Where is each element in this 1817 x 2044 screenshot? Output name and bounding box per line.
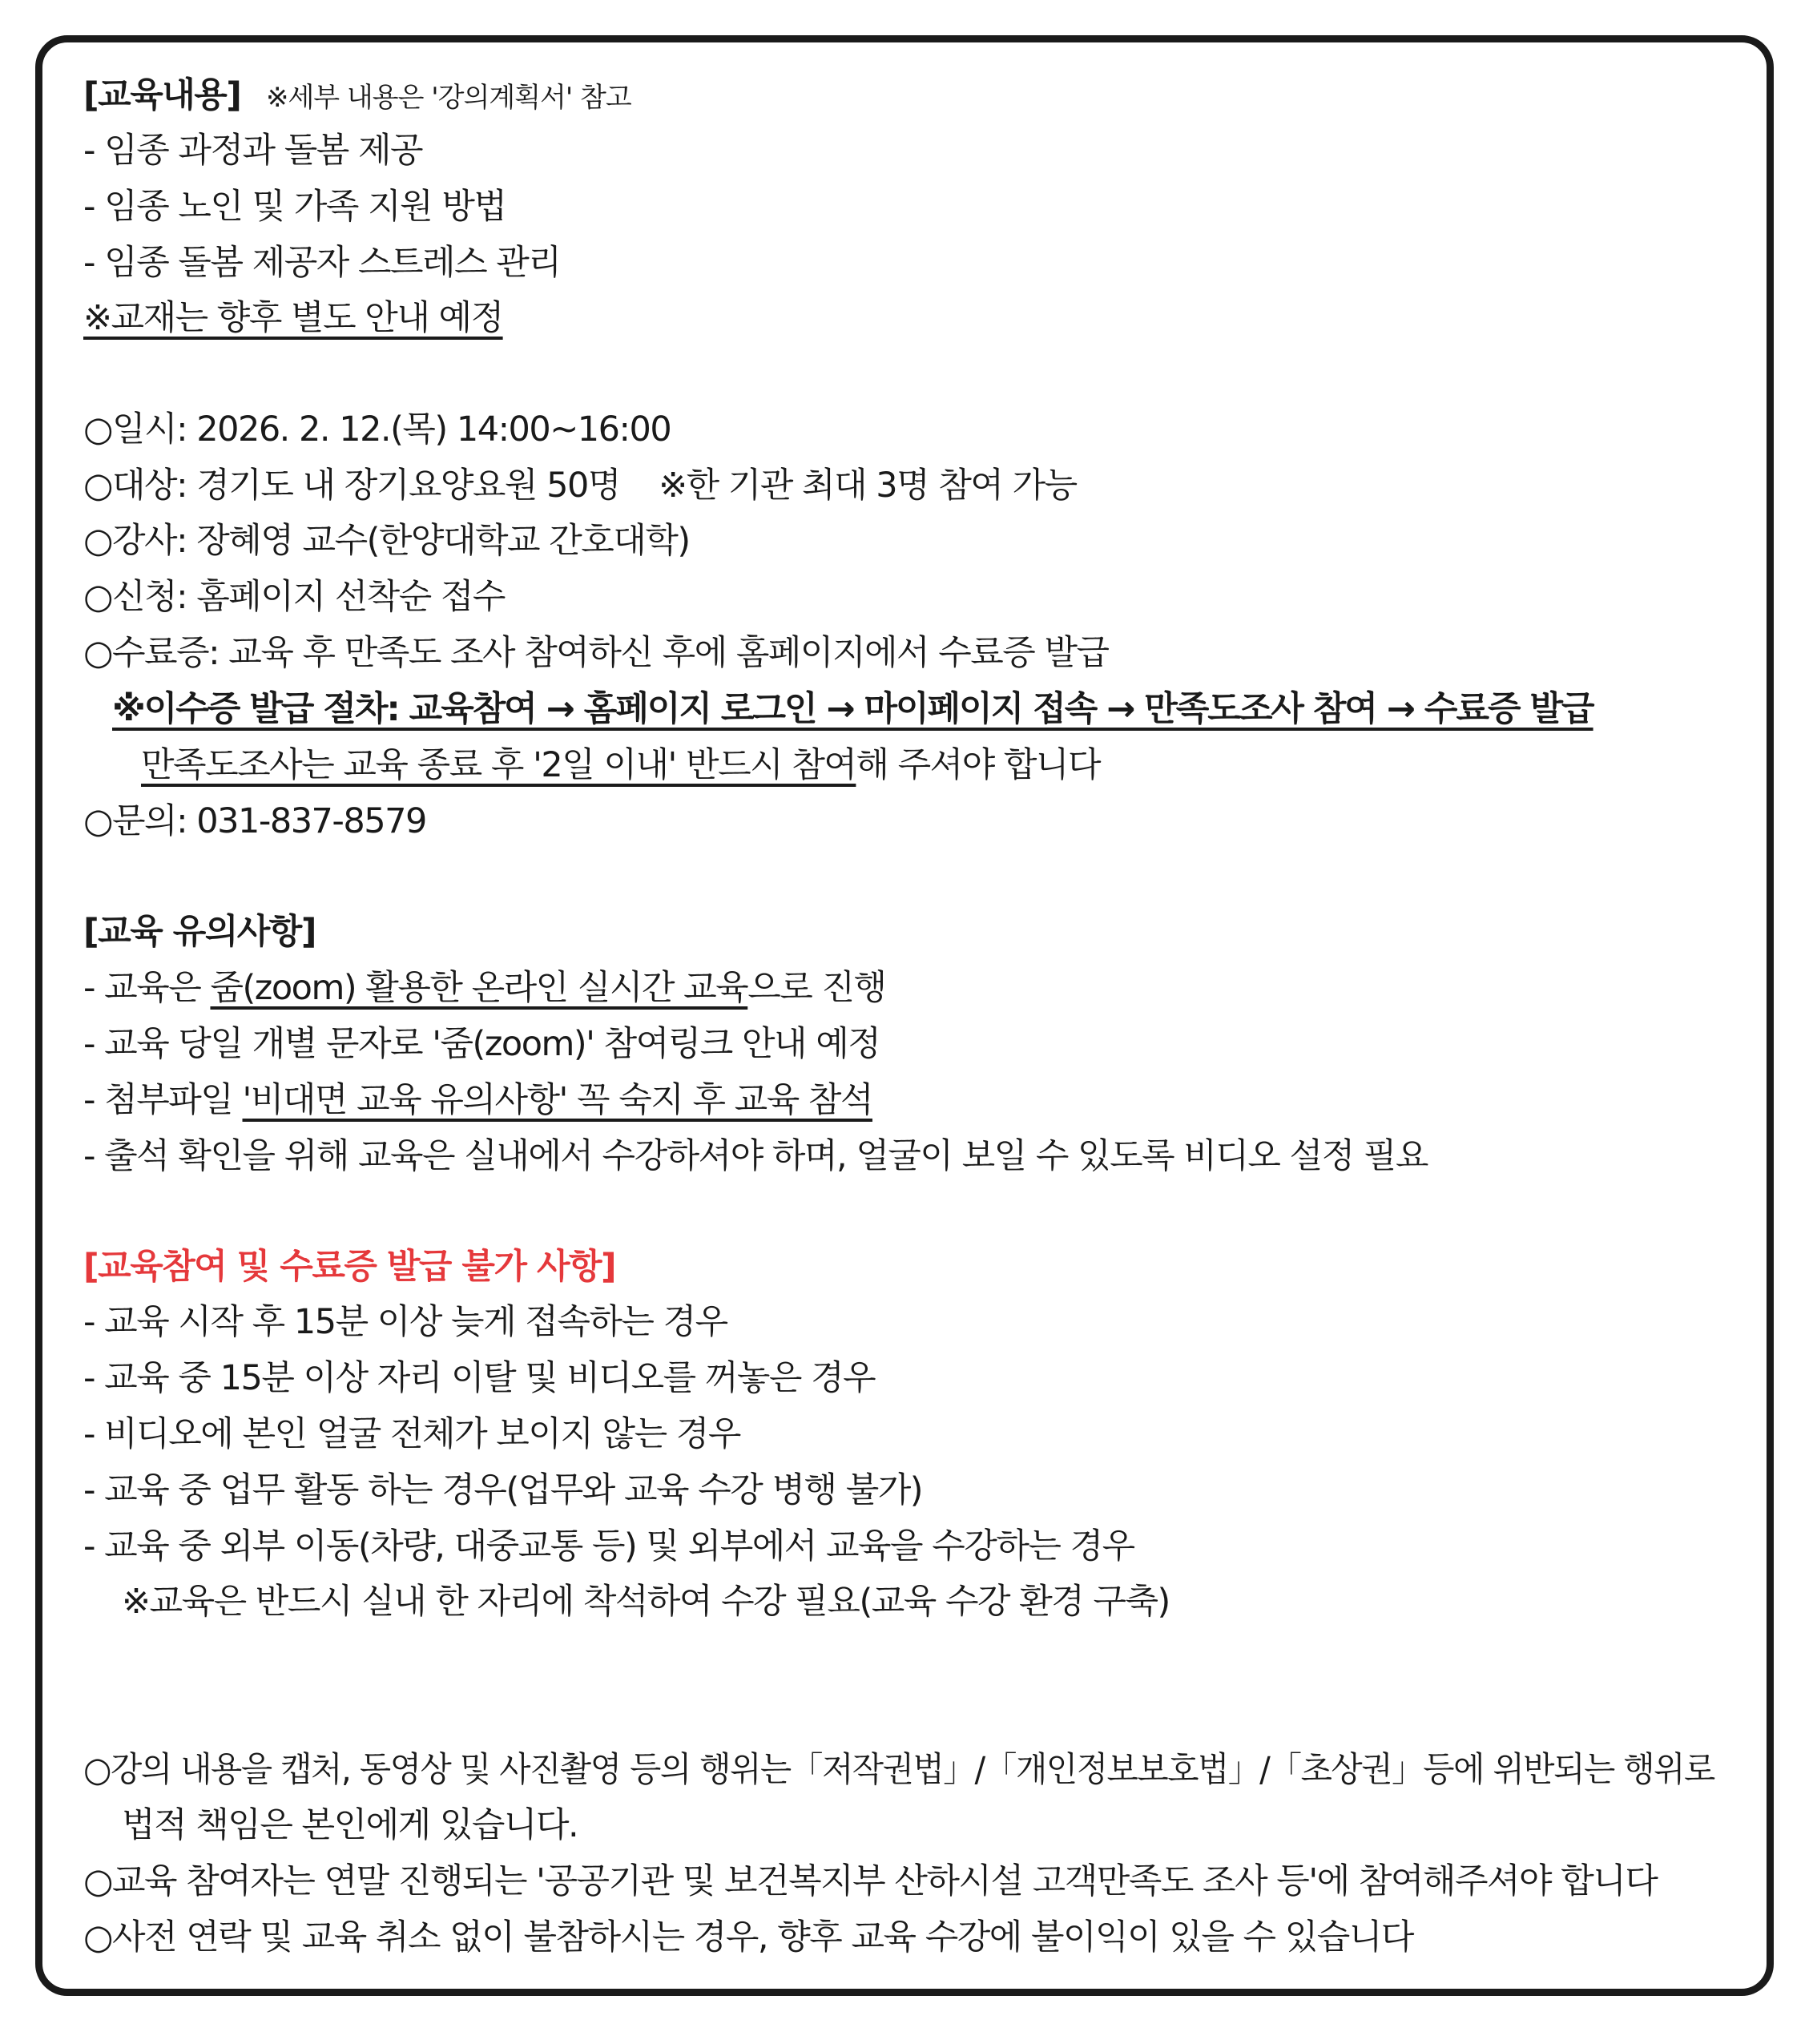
info-certificate: ○수료증: 교육 후 만족도 조사 참여하신 후에 홈페이지에서 수료증 발급 <box>83 633 1109 673</box>
disqualification-item-2: - 교육 중 15분 이상 자리 이탈 및 비디오를 꺼놓은 경우 <box>83 1358 876 1398</box>
info-target-text: ○대상: 경기도 내 장기요양요원 50명 <box>83 466 620 506</box>
disqualification-item-1: - 교육 시작 후 15분 이상 늦게 접속하는 경우 <box>83 1302 727 1342</box>
footer-copyright-cont: 법적 책임은 본인에게 있습니다. <box>122 1805 578 1845</box>
certificate-procedure-text: ※이수증 발급 절차: 교육참여 → 홈페이지 로그인 → 마이페이지 접속 → 만족도조사 참여 → 수료증 발급 <box>112 689 1593 729</box>
info-contact: ○문의: 031-837-8579 <box>83 801 426 841</box>
heading-text: [교육내용] <box>83 75 241 115</box>
precaution-item-3-prefix: - 첨부파일 <box>83 1080 243 1120</box>
section-heading-disqualification: [교육참여 및 수료증 발급 불가 사항] <box>83 1247 616 1287</box>
precaution-item-2: - 교육 당일 개별 문자로 '줌(zoom)' 참여링크 안내 예정 <box>83 1024 880 1064</box>
survey-deadline <box>141 743 1100 788</box>
disqualification-item-5: - 교육 중 외부 이동(차량, 대중교통 등) 및 외부에서 교육을 수강하는 경우 <box>83 1526 1134 1566</box>
precaution-item-1-suffix: 으로 진행 <box>747 968 886 1008</box>
footer-absence: ○사전 연락 및 교육 취소 없이 불참하시는 경우, 향후 교육 수강에 불이익이 있을 수 있습니다 <box>83 1917 1413 1957</box>
precaution-item-1-underlined: 줌(zoom) 활용한 온라인 실시간 교육 <box>210 968 748 1008</box>
certificate-procedure <box>112 687 1593 732</box>
plan-reference-note: ※세부 내용은 '강의계획서' 참고 <box>265 82 631 114</box>
textbook-note <box>83 296 503 341</box>
precaution-item-3 <box>83 1078 872 1123</box>
disqualification-note: ※교육은 반드시 실내 한 자리에 착석하여 수강 필요(교육 수강 환경 구축) <box>122 1582 1170 1622</box>
footer-copyright: ○강의 내용을 캡처, 동영상 및 사진촬영 등의 행위는「저작권법」/「개인정보보호법」/「초상권」등에 위반되는 행위로 <box>83 1750 1714 1790</box>
section-heading-content <box>83 73 631 120</box>
info-target <box>83 463 1077 508</box>
info-lecturer: ○강사: 장혜영 교수(한양대학교 간호대학) <box>83 521 690 561</box>
precaution-item-4: - 출석 확인을 위해 교육은 실내에서 수강하셔야 하며, 얼굴이 보일 수 있도록 비디오 설정 필요 <box>83 1136 1428 1176</box>
info-target-note: ※한 기관 최대 3명 참여 가능 <box>659 466 1077 506</box>
content-item-3: - 임종 돌봄 제공자 스트레스 관리 <box>83 243 561 283</box>
precaution-item-1 <box>83 966 886 1010</box>
precaution-item-3-underlined: '비대면 교육 유의사항' 꼭 숙지 후 교육 참석 <box>242 1080 872 1120</box>
textbook-note-text: ※교재는 향후 별도 안내 예정 <box>83 298 503 338</box>
survey-deadline-rest: 해 주셔야 합니다 <box>856 745 1101 785</box>
content-item-2: - 임종 노인 및 가족 지원 방법 <box>83 187 506 227</box>
footer-survey: ○교육 참여자는 연말 진행되는 '공공기관 및 보건복지부 산하시설 고객만족도 조사 등'에 참여해주셔야 합니다 <box>83 1861 1658 1901</box>
content-item-1: - 임종 과정과 돌봄 제공 <box>83 131 423 171</box>
precaution-item-1-prefix: - 교육은 <box>83 968 211 1008</box>
survey-deadline-underlined: 만족도조사는 교육 종료 후 '2일 이내' 반드시 참여 <box>141 745 856 785</box>
disqualification-item-3: - 비디오에 본인 얼굴 전체가 보이지 않는 경우 <box>83 1414 740 1454</box>
info-date: ○일시: 2026. 2. 12.(목) 14:00~16:00 <box>83 409 671 450</box>
section-heading-precautions: [교육 유의사항] <box>83 912 316 952</box>
disqualification-item-4: - 교육 중 업무 활동 하는 경우(업무와 교육 수강 병행 불가) <box>83 1470 923 1510</box>
info-apply: ○신청: 홈페이지 선착순 접수 <box>83 577 505 617</box>
